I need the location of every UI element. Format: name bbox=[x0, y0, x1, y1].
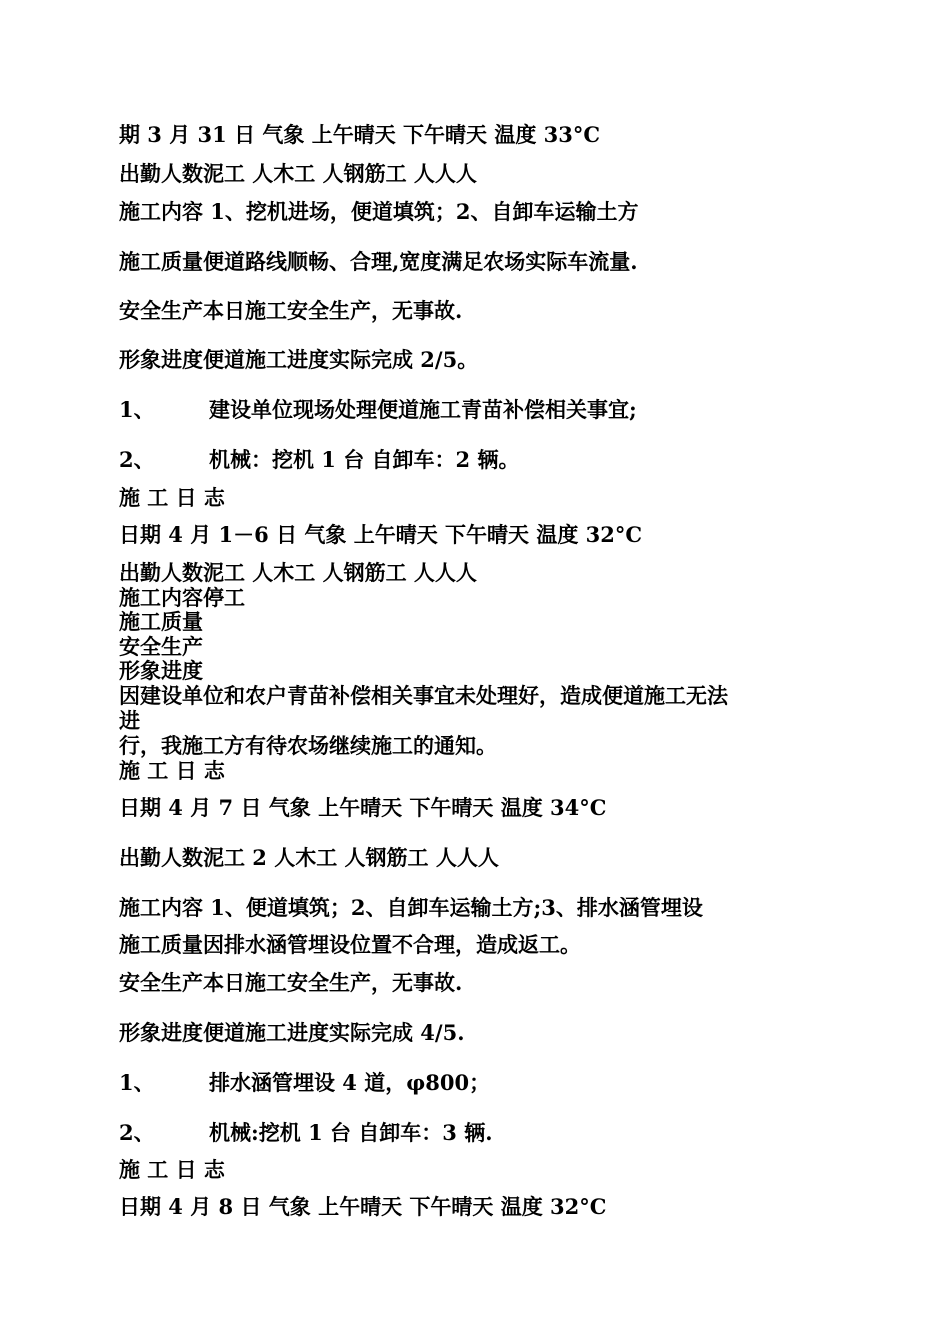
log-heading bbox=[119, 1157, 225, 1183]
log-heading bbox=[119, 758, 225, 784]
text: 日期 4 月 8 日 气象 上午晴天 下午晴天 温度 32°C bbox=[119, 1194, 607, 1219]
list-number: 1、 bbox=[119, 397, 155, 422]
text: 安全生产本日施工安全生产，无事故. bbox=[119, 298, 463, 323]
text: 施工质量 bbox=[119, 609, 203, 634]
text: 施 工 日 志 bbox=[119, 758, 225, 783]
log-line-progress bbox=[119, 347, 478, 373]
log-line-date bbox=[119, 122, 600, 148]
log-list-item bbox=[119, 447, 519, 473]
text: 日期 4 月 7 日 气象 上午晴天 下午晴天 温度 34°C bbox=[119, 795, 607, 820]
log-list-item bbox=[119, 1120, 493, 1146]
log-heading bbox=[119, 485, 225, 511]
list-number: 2、 bbox=[119, 1120, 155, 1145]
text: 机械:挖机 1 台 自卸车：3 辆. bbox=[209, 1120, 493, 1145]
log-line-content bbox=[119, 199, 639, 225]
log-line-date bbox=[119, 1194, 606, 1220]
text: 行，我施工方有待农场继续施工的通知。 bbox=[119, 733, 497, 758]
log-line-safety bbox=[119, 634, 203, 660]
text: 排水涵管埋设 4 道，φ800； bbox=[209, 1070, 491, 1095]
log-line-quality bbox=[119, 609, 203, 635]
text: 施工内容 1、便道填筑；2、自卸车运输土方;3、排水涵管埋设 bbox=[119, 895, 703, 920]
text: 施工质量便道路线顺畅、合理,宽度满足农场实际车流量. bbox=[119, 249, 638, 274]
log-line-progress bbox=[119, 658, 203, 684]
log-line-quality bbox=[119, 932, 581, 958]
text: 进 bbox=[119, 708, 140, 733]
log-line-content bbox=[119, 895, 703, 921]
text: 施工内容 1、挖机进场，便道填筑；2、自卸车运输土方 bbox=[119, 199, 639, 224]
log-list-item bbox=[119, 397, 637, 423]
text: 期 3 月 31 日 气象 上午晴天 下午晴天 温度 33°C bbox=[119, 122, 601, 147]
log-line-note bbox=[119, 733, 497, 759]
log-list-item bbox=[119, 1070, 490, 1096]
text: 形象进度 bbox=[119, 658, 203, 683]
log-line-date bbox=[119, 795, 606, 821]
log-line-attendance bbox=[119, 560, 477, 586]
text: 施 工 日 志 bbox=[119, 485, 225, 510]
text: 出勤人数泥工 2 人木工 人钢筋工 人人人 bbox=[119, 845, 499, 870]
log-line-content bbox=[119, 585, 245, 611]
log-line-progress bbox=[119, 1020, 465, 1046]
log-line-attendance bbox=[119, 845, 499, 871]
list-number: 1、 bbox=[119, 1070, 155, 1095]
text: 施 工 日 志 bbox=[119, 1157, 225, 1182]
text: 形象进度便道施工进度实际完成 4/5. bbox=[119, 1020, 465, 1045]
text: 安全生产 bbox=[119, 634, 203, 659]
log-line-note bbox=[119, 708, 140, 734]
log-line-attendance bbox=[119, 161, 477, 187]
log-line-safety bbox=[119, 970, 462, 996]
text: 出勤人数泥工 人木工 人钢筋工 人人人 bbox=[119, 560, 477, 585]
log-line-note bbox=[119, 683, 728, 709]
text: 机械：挖机 1 台 自卸车：2 辆。 bbox=[209, 447, 520, 472]
text: 日期 4 月 1－6 日 气象 上午晴天 下午晴天 温度 32°C bbox=[119, 522, 643, 547]
log-line-date bbox=[119, 522, 642, 548]
text: 建设单位现场处理便道施工青苗补偿相关事宜; bbox=[209, 397, 637, 422]
log-line-quality bbox=[119, 249, 638, 275]
text: 安全生产本日施工安全生产，无事故. bbox=[119, 970, 463, 995]
text: 形象进度便道施工进度实际完成 2/5。 bbox=[119, 347, 479, 372]
text: 因建设单位和农户青苗补偿相关事宜未处理好，造成便道施工无法 bbox=[119, 683, 728, 708]
text: 施工质量因排水涵管埋设位置不合理，造成返工。 bbox=[119, 932, 581, 957]
log-line-safety bbox=[119, 298, 462, 324]
list-number: 2、 bbox=[119, 447, 155, 472]
text: 出勤人数泥工 人木工 人钢筋工 人人人 bbox=[119, 161, 477, 186]
text: 施工内容停工 bbox=[119, 585, 245, 610]
